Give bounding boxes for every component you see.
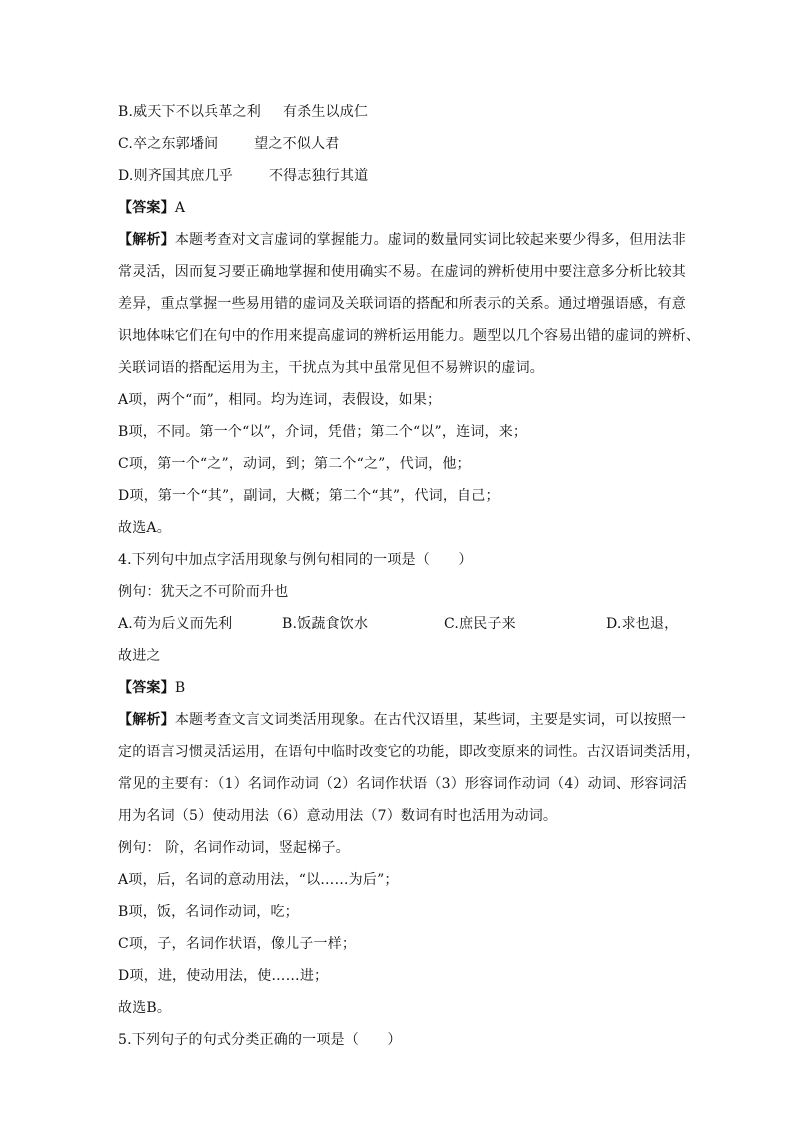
q3-answer <box>118 198 678 218</box>
q3-option-c-right: 望之不似人君 <box>254 136 340 152</box>
q3-option-c-row <box>118 134 678 154</box>
q4-option-d: D.求也退， <box>606 616 679 632</box>
q3-option-d-row <box>118 166 678 186</box>
q3-conclusion: 故选A。 <box>118 520 171 536</box>
q4-conclusion: 故选B。 <box>118 1000 172 1016</box>
q4-analysis-line-3: 常见的主要有：（1）名词作动词（2）名词作状语（3）形容词作动词（4）动词、形容词活 <box>118 776 688 792</box>
q3-option-b-row <box>118 102 678 122</box>
q4-analysis-tag: 【解析】 <box>118 712 175 728</box>
q3-item-b: B项，不同。第一个“以”，介词，凭借；第二个“以”，连词，来； <box>118 424 528 440</box>
q4-item-b: B项，饭，名词作动词，吃； <box>118 904 299 920</box>
q4-option-c: C.庶民子来 <box>444 616 516 632</box>
q3-analysis-line-4: 识地体味它们在句中的作用来提高虚词的辨析运用能力。题型以几个容易出错的虚词的辨析、 <box>118 328 701 344</box>
q4-item-c: C项，子，名词作状语，像儿子一样； <box>118 936 357 952</box>
q3-option-d-right: 不得志独行其道 <box>268 168 369 184</box>
q3-option-d-left: D.则齐国其庶几乎 <box>118 168 233 184</box>
q4-item-d: D项，进，使动用法，使……进； <box>118 968 329 984</box>
q4-answer <box>118 678 678 698</box>
q4-item-a: A项，后，名词的意动用法，“以……为后”； <box>118 872 399 888</box>
q3-analysis-text-1: 本题考查对文言虚词的掌握能力。虚词的数量同实词比较起来要少得多，但用法非 <box>174 232 687 248</box>
q4-option-b: B.饭蔬食饮水 <box>282 616 369 632</box>
q4-question: 4.下列句中加点字活用现象与例句相同的一项是（ ） <box>118 552 473 568</box>
q3-answer-value: A <box>174 200 186 216</box>
q4-analysis-line-2: 定的语言习惯灵活运用，在语句中临时改变它的功能，即改变原来的词性。古汉语词类活用， <box>118 744 701 760</box>
q4-answer-value: B <box>174 680 186 696</box>
q4-example-note: 例句： 阶，名词作动词，竖起梯子。 <box>118 840 350 856</box>
q3-option-c-left: C.卒之东郭墦间 <box>118 136 219 152</box>
q3-item-d: D项，第一个“其”，副词，大概；第二个“其”，代词，自己； <box>118 488 500 504</box>
q4-option-d-continued: 故进之 <box>118 648 161 664</box>
q3-item-a: A项，两个“而”，相同。均为连词，表假设，如果； <box>118 392 442 408</box>
q4-answer-tag: 【答案】 <box>118 680 175 696</box>
q4-analysis-text-1: 本题考查文言文词类活用现象。在古代汉语里，某些词，主要是实词，可以按照一 <box>174 712 687 728</box>
q5-question: 5.下列句子的句式分类正确的一项是（ ） <box>118 1032 402 1048</box>
q3-analysis-line-1 <box>118 230 687 250</box>
q3-analysis-line-5: 关联词语的搭配运用为主，干扰点为其中虽常见但不易辨识的虚词。 <box>118 360 544 376</box>
q4-analysis-line-4: 用为名词（5）使动用法（6）意动用法（7）数词有时也活用为动词。 <box>118 808 558 824</box>
q3-option-b-right: 有杀生以成仁 <box>282 104 369 120</box>
q4-example: 例句：犹天之不可阶而升也 <box>118 584 289 600</box>
q4-analysis-line-1 <box>118 710 687 730</box>
q3-analysis-line-3: 差异，重点掌握一些易用错的虚词及关联词语的搭配和所表示的关系。通过增强语感，有意 <box>118 296 686 312</box>
q4-option-a: A.苟为后义而先利 <box>118 616 233 632</box>
q3-item-c: C项，第一个“之”，动词，到；第二个“之”，代词，他； <box>118 456 471 472</box>
q3-analysis-line-2: 常灵活，因而复习要正确地掌握和使用确实不易。在虚词的辨析使用中要注意多分析比较其 <box>118 264 686 280</box>
q3-analysis-tag: 【解析】 <box>118 232 175 248</box>
q3-option-b-left: B.威天下不以兵革之利 <box>118 104 261 120</box>
q3-answer-tag: 【答案】 <box>118 200 175 216</box>
